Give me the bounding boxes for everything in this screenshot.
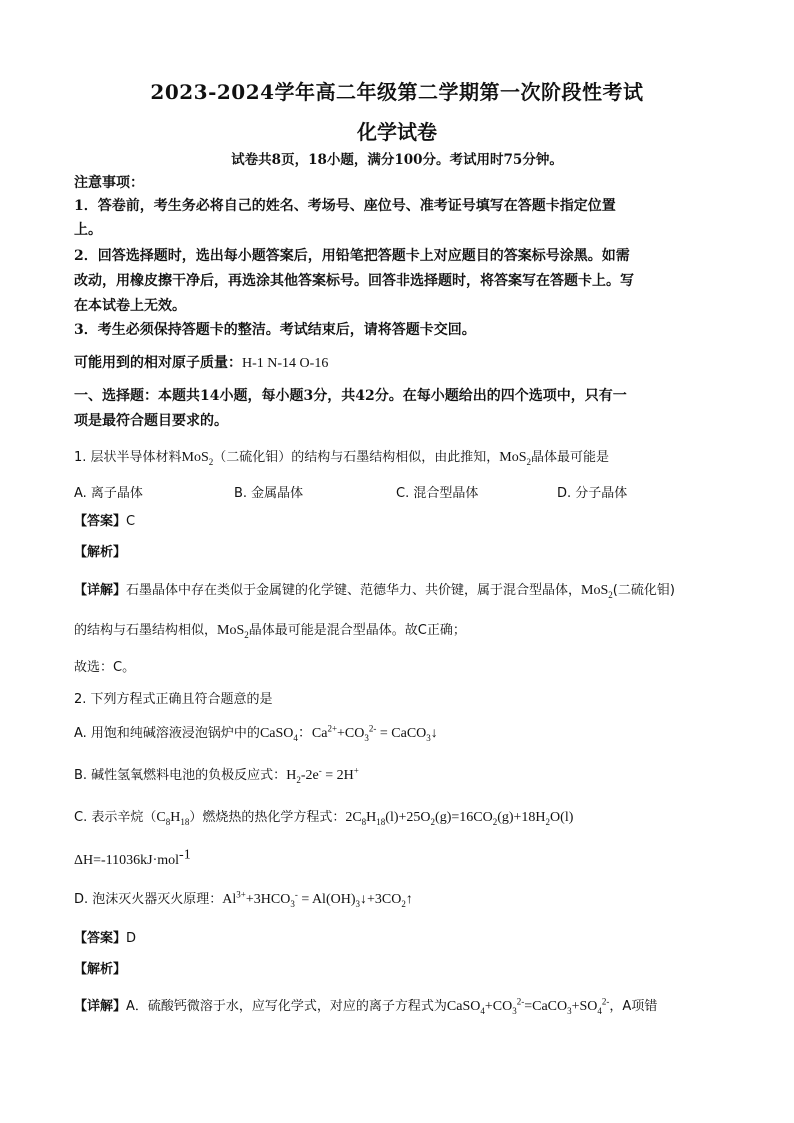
q2-option-d — [74, 890, 724, 910]
q2-option-d-text: D. 泡沫灭火器灭火原理： — [74, 892, 223, 907]
q1-option-b: B. 金属晶体 — [234, 486, 304, 501]
notes-heading: 注意事项： — [74, 175, 144, 191]
note-2a: 2．回答选择题时，选出每小题答案后，用铅笔把答题卡上对应题目的答案标号涂黑。如需 — [74, 248, 630, 264]
exam-title: 2023-2024学年高二年级第二学期第一次阶段性考试 — [150, 80, 644, 104]
note-1b: 上。 — [74, 222, 102, 238]
q1-conclusion: 故选：C。 — [74, 660, 136, 675]
q1-detail-line1: 【详解】石墨晶体中存在类似于金属键的化学键、范德华力、共价键，属于混合型晶体，MoS$_2$(二硫化钼) — [74, 583, 675, 600]
q1-answer — [74, 512, 724, 532]
section-heading-2: 项是最符合题目要求的。 — [74, 413, 228, 429]
atomic-mass-label: 可能用到的相对原子质量： — [74, 355, 242, 371]
q1-formula-2: MoS$_2$ — [499, 450, 532, 467]
q2-analysis-label: 【解析】 — [74, 962, 127, 977]
q2-answer-value: D — [126, 931, 137, 946]
q1-stem-c: 晶体最可能是 — [531, 450, 610, 465]
q2-detail-label: 【详解】 — [74, 999, 127, 1014]
q2-option-b — [74, 766, 724, 786]
q1-detail-a2: (二硫化钼) — [612, 583, 675, 598]
q2-option-a-formula: CaSO$_4$：$Ca^{2+}+CO_3^{2-}$ = CaCO$_3$↓ — [259, 723, 438, 743]
q1-formula-sub: 2 — [208, 456, 214, 467]
q1-detail-a: 石墨晶体中存在类似于金属键的化学键、范德华力、共价键，属于混合型晶体， — [126, 583, 582, 598]
note-3: 3．考生必须保持答题卡的整洁。考试结束后，请将答题卡交回。 — [74, 322, 476, 338]
q2-option-c-dh: ΔH=-11036kJ·mol$^{-1}$ — [74, 847, 191, 868]
q1-detail-b2: 晶体最可能是混合型晶体。故C正确； — [248, 623, 466, 638]
q2-detail-a: A．硫酸钙微溶于水，应写化学式，对应的离子方程式为 — [126, 999, 447, 1014]
q1-option-c: C. 混合型晶体 — [396, 486, 479, 501]
atomic-mass-values: H-1 N-14 O-16 — [242, 356, 329, 371]
q1-formula-text: MoS — [181, 450, 209, 465]
note-2b: 改动，用橡皮擦干净后，再选涂其他答案标号。回答非选择题时，将答案写在答题卡上。写 — [74, 273, 634, 289]
q2-option-c-formula: $2C_8H_{18}(l)+25O_2(g)=16CO_2(g)+18H_2O(l)$ — [345, 810, 574, 827]
q2-stem: 2. 下列方程式正确且符合题意的是 — [74, 692, 273, 707]
q2-detail-formula: $CaSO_4+CO_3^{2-}=CaCO_3+SO_4^{2-}$ — [446, 996, 610, 1016]
q1-stem — [74, 448, 724, 468]
q2-option-a — [74, 724, 724, 744]
q2-detail-end: ，A项错 — [609, 999, 658, 1014]
q1-option-d: D. 分子晶体 — [557, 486, 628, 501]
note-2c: 在本试卷上无效。 — [74, 298, 186, 314]
q1-stem-a: 1. 层状半导体材料 — [74, 450, 182, 465]
note-1a: 1．答卷前，考生务必将自己的姓名、考场号、座位号、准考证号填写在答题卡指定位置 — [74, 198, 616, 214]
q1-option-a: A. 离子晶体 — [74, 486, 143, 501]
q2-option-b-text: B. 碱性氢氧燃料电池的负极反应式： — [74, 768, 287, 783]
q2-answer — [74, 929, 724, 949]
q2-detail-line1 — [74, 997, 734, 1017]
exam-subtitle: 化学试卷 — [357, 120, 437, 144]
q2-answer-label: 【答案】 — [74, 931, 127, 946]
q1-answer-label: 【答案】 — [74, 514, 127, 529]
atomic-mass-line — [74, 353, 724, 374]
q2-option-a-text: A. 用饱和纯碱溶液浸泡锅炉中的 — [74, 726, 260, 741]
q1-formula — [182, 450, 214, 465]
q2-option-b-formula: $H_2-2e^- = 2H^+$ — [286, 765, 359, 785]
q1-detail-line2: 的结构与石墨结构相似，MoS$_2$晶体最可能是混合型晶体。故C正确； — [74, 623, 466, 640]
q1-stem-b: （二硫化钼）的结构与石墨结构相似，由此推知， — [213, 450, 500, 465]
q1-analysis-label: 【解析】 — [74, 545, 127, 560]
section-heading-1: 一、选择题：本题共14小题，每小题3分，共42分。在每小题给出的四个选项中，只有一 — [74, 388, 627, 404]
q2-option-d-formula: $Al^{3+}+3HCO_3^-$ = $Al(OH)_3↓+3CO_2↑$ — [222, 889, 413, 909]
q1-detail-b: 的结构与石墨结构相似， — [74, 623, 218, 638]
exam-info: 试卷共8页，18小题，满分100分。考试用时75分钟。 — [231, 152, 563, 168]
q2-option-c: C. 表示辛烷$(C_8H_{18})$燃烧热的热化学方程式：$2C_8H_{18}(l)+25O_2(g)=16CO_2(g)+18H_2O(l)$ — [74, 810, 574, 827]
q2-dh-value: ΔH=-11036kJ·mol — [74, 853, 180, 868]
q1-answer-value: C — [126, 514, 136, 529]
q1-detail-label: 【详解】 — [74, 583, 127, 598]
q2-option-c-text: C. 表示辛烷（ — [74, 810, 157, 825]
q2-option-c-text2: ）燃烧热的热化学方程式： — [189, 810, 346, 825]
